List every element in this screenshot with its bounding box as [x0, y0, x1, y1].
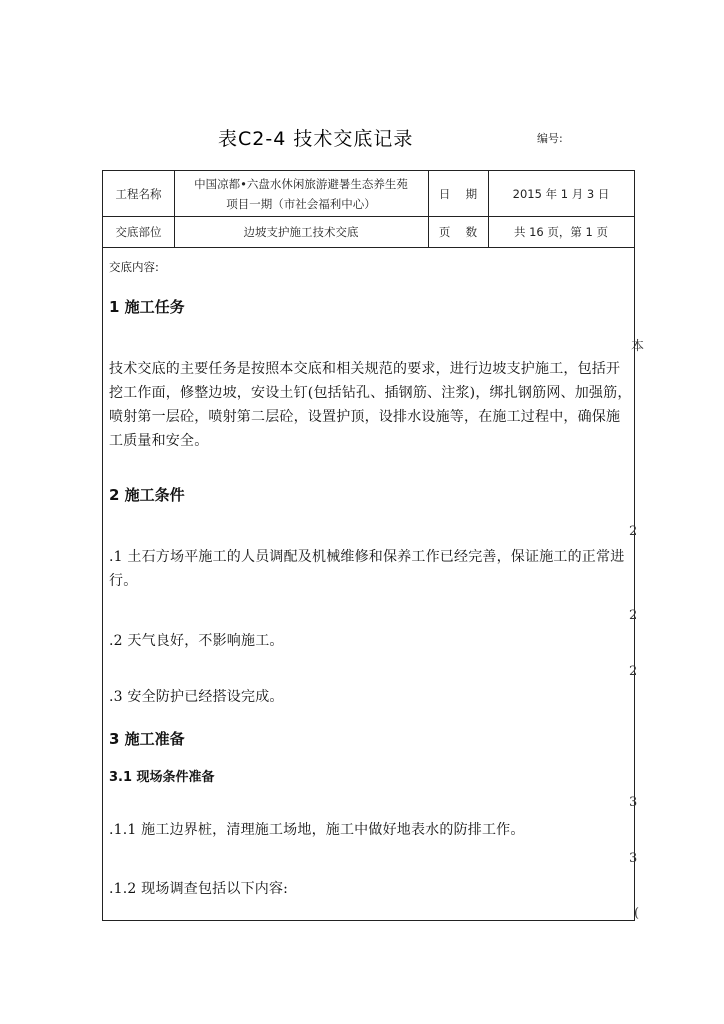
item-2-3-text: .3 安全防护已经搭设完成。	[109, 689, 284, 705]
disclosure-part-label: 交底部位	[115, 224, 162, 239]
row-divider	[103, 247, 634, 248]
edge-char-item21: 2	[629, 524, 638, 539]
item-3-1-2-text: .1.2 现场调查包括以下内容:	[109, 881, 289, 897]
section-3-1-title: 3.1 现场条件准备	[109, 770, 215, 785]
section-2-title: 2 施工条件	[109, 486, 185, 504]
section-3-title: 3 施工准备	[109, 730, 185, 748]
edge-char-item23: 2	[629, 664, 638, 679]
item-2-1-text: .1 土石方场平施工的人员调配及机械维修和保养工作已经完善，保证施工的正常进行。	[109, 549, 625, 589]
edge-char-item311: 3	[629, 795, 638, 810]
edge-char-item22: 2	[629, 608, 638, 623]
serial-number-label: 编号:	[537, 132, 563, 145]
record-frame	[102, 170, 638, 921]
project-name-line-1: 中国凉都•六盘水休闲旅游避暑生态养生苑	[194, 176, 408, 191]
content-label: 交底内容:	[109, 260, 159, 274]
date-value: 2015 年 1 月 3 日	[512, 186, 610, 201]
project-name-value	[174, 171, 428, 216]
disclosure-part-value: 边坡支护施工技术交底	[243, 224, 359, 239]
page-count-value: 共 16 页，第 1 页	[513, 224, 609, 239]
page-title: 表C2-4 技术交底记录	[218, 128, 414, 150]
edge-char-section1: 本	[631, 339, 645, 354]
edge-char-bottom: (	[634, 906, 640, 921]
section-1-title: 1 施工任务	[109, 298, 185, 316]
item-3-1-1-text: .1.1 施工边界桩，清理施工场地，施工中做好地表水的防排工作。	[109, 822, 525, 838]
item-2-2-text: .2 天气良好，不影响施工。	[109, 633, 284, 649]
page-count-label: 页 数	[438, 224, 478, 239]
section-1-text: 技术交底的主要任务是按照本交底和相关规范的要求，进行边坡支护施工，包括开挖工作面，修整边坡，安设土钉(包括钻孔、插钢筋、注浆)，绑扎钢筋网、加强筋，喷射第一层砼，喷射第二层砼，设置护顶，设排水设施等，在施工过程中，确保施工质量和安全。	[109, 361, 632, 449]
edge-char-item312: 3	[629, 851, 638, 866]
date-label: 日 期	[438, 186, 478, 201]
project-name-label: 工程名称	[115, 186, 162, 201]
project-name-line-2: 项目一期（市社会福利中心）	[226, 196, 376, 211]
